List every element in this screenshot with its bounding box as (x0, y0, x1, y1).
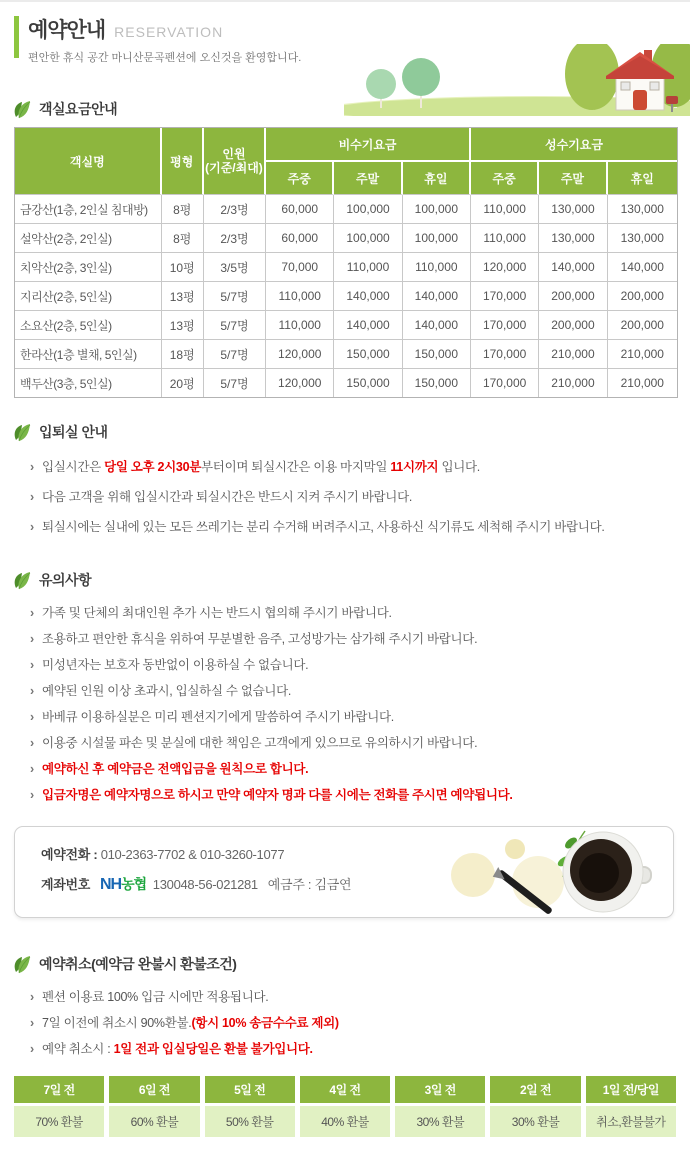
bullet-arrow-icon: › (30, 736, 34, 750)
group-offseason-header: 비수기요금 (266, 128, 471, 162)
price: 110,000 (471, 195, 539, 224)
refund-value-cell: 60% 환불 (109, 1106, 199, 1137)
top-divider (0, 0, 690, 2)
price: 100,000 (334, 195, 402, 224)
checkinout-item3-text: 퇴실시에는 실내에 있는 모든 쓰레기는 분리 수거해 버려주시고, 사용하신 식기류도 세척해 주시기 바랍니다. (42, 520, 605, 534)
refund-value-cell: 취소,환불불가 (586, 1106, 676, 1137)
price: 140,000 (403, 311, 471, 340)
room-name: 지리산(2층, 5인실) (15, 282, 162, 311)
notes-item-text: 조용하고 편안한 휴식을 위하여 무분별한 음주, 고성방가는 삼가해 주시기 바랍니다. (42, 632, 478, 646)
page-header (14, 14, 690, 65)
sub-weekend-peak: 주말 (539, 162, 607, 195)
refund-value-cell: 30% 환불 (490, 1106, 580, 1137)
bullet-arrow-icon: › (30, 710, 34, 724)
title-accent-bar (14, 16, 19, 58)
price: 100,000 (334, 224, 402, 253)
price: 110,000 (334, 253, 402, 282)
notes-red-item-text: 예약하신 후 예약금은 전액입금을 원칙으로 합니다. (42, 762, 309, 776)
price: 140,000 (608, 253, 677, 282)
table-row (15, 311, 677, 340)
room-capacity: 2/3명 (204, 224, 266, 253)
leaf-icon (12, 570, 34, 590)
table-row (15, 224, 677, 253)
bullet-arrow-icon: › (30, 632, 34, 646)
cancel-item3-text: 예약 취소시 : (42, 1042, 114, 1056)
checkinout-item2-text: 다음 고객을 위해 입실시간과 퇴실시간은 반드시 지켜 주시기 바랍니다. (42, 490, 413, 504)
col-capacity-line2: (기준/최대) (205, 161, 263, 175)
checkinout-item1-text3: 입니다. (438, 460, 480, 474)
bullet-arrow-icon: › (30, 788, 34, 802)
bullet-arrow-icon: › (30, 1042, 34, 1056)
price: 140,000 (334, 311, 402, 340)
bullet-arrow-icon: › (30, 520, 34, 534)
room-name: 백두산(3층, 5인실) (15, 369, 162, 397)
list-item (30, 782, 690, 808)
price: 110,000 (266, 311, 334, 340)
section-cancel-title (12, 954, 690, 974)
price: 210,000 (608, 340, 677, 369)
refund-header-cell: 3일 전 (395, 1076, 485, 1103)
room-name: 설악산(2층, 2인실) (15, 224, 162, 253)
list-item (30, 600, 690, 626)
room-name: 치악산(2층, 3인실) (15, 253, 162, 282)
refund-value-cell: 50% 환불 (205, 1106, 295, 1137)
price: 140,000 (403, 282, 471, 311)
room-size: 10평 (162, 253, 204, 282)
rates-table (15, 128, 677, 397)
price: 150,000 (403, 340, 471, 369)
price: 130,000 (608, 224, 677, 253)
room-name: 금강산(1층, 2인실 침대방) (15, 195, 162, 224)
col-room-header: 객실명 (15, 128, 162, 195)
bullet-arrow-icon: › (30, 606, 34, 620)
room-size: 8평 (162, 224, 204, 253)
price: 110,000 (403, 253, 471, 282)
leaf-icon (12, 99, 34, 119)
refund-header-cell: 7일 전 (14, 1076, 104, 1103)
checkinout-item1-text2: 부터이며 퇴실시간은 이용 마지막일 (201, 460, 391, 474)
sub-weekend-off: 주말 (334, 162, 402, 195)
refund-value-cell: 40% 환불 (300, 1106, 390, 1137)
nh-bank-logo: NH (99, 876, 122, 893)
price: 110,000 (471, 224, 539, 253)
cancel-item2-red: (항시 10% 송금수수료 제외) (191, 1016, 339, 1030)
room-capacity: 5/7명 (204, 311, 266, 340)
list-item (30, 1036, 690, 1062)
section-rates-label: 객실요금안내 (39, 101, 118, 117)
phone-value: 010-2363-7702 & 010-3260-1077 (100, 847, 285, 862)
notes-item-text: 예약된 인원 이상 초과시, 입실하실 수 없습니다. (42, 684, 292, 698)
price: 60,000 (266, 224, 334, 253)
bullet-arrow-icon: › (30, 684, 34, 698)
refund-value-cell: 70% 환불 (14, 1106, 104, 1137)
phone-label: 예약전화 : (41, 847, 101, 862)
col-size-header: 평형 (162, 128, 204, 195)
refund-header-cell: 5일 전 (205, 1076, 295, 1103)
nh-bank-name: 농협 (121, 876, 147, 892)
room-size: 13평 (162, 282, 204, 311)
account-holder: 예금주 : 김금연 (267, 877, 352, 892)
table-row (15, 253, 677, 282)
section-checkinout-title (12, 422, 690, 442)
leaf-icon (12, 954, 34, 974)
section-cancel-label: 예약취소(예약금 완불시 환불조건) (39, 956, 237, 972)
group-peak-header: 성수기요금 (471, 128, 677, 162)
sub-weekday-off: 주중 (266, 162, 334, 195)
price: 150,000 (403, 369, 471, 397)
list-item (30, 704, 690, 730)
bullet-arrow-icon: › (30, 490, 34, 504)
cancel-list (30, 984, 690, 1062)
price: 140,000 (539, 253, 607, 282)
section-notes-label: 유의사항 (39, 572, 92, 588)
bullet-arrow-icon: › (30, 460, 34, 474)
coffee-cup (563, 832, 651, 912)
list-item (30, 730, 690, 756)
room-size: 18평 (162, 340, 204, 369)
notes-item-text: 이용중 시설물 파손 및 분실에 대한 책임은 고객에게 있으므로 유의하시기 바랍니다. (42, 736, 478, 750)
price: 120,000 (266, 340, 334, 369)
room-size: 13평 (162, 311, 204, 340)
bullet-arrow-icon: › (30, 990, 34, 1004)
bullet-arrow-icon: › (30, 658, 34, 672)
account-row (41, 874, 351, 894)
room-capacity: 5/7명 (204, 282, 266, 311)
list-item (30, 678, 690, 704)
room-name: 소요산(2층, 5인실) (15, 311, 162, 340)
price: 170,000 (471, 311, 539, 340)
room-name: 한라산(1층 별채, 5인실) (15, 340, 162, 369)
price: 100,000 (403, 224, 471, 253)
table-row (15, 369, 677, 397)
list-item (30, 452, 690, 482)
sub-holiday-peak: 휴일 (608, 162, 677, 195)
sub-holiday-off: 휴일 (403, 162, 471, 195)
cancel-item3-red: 1일 전과 입실당일은 환불 불가입니다. (113, 1042, 313, 1056)
price: 100,000 (403, 195, 471, 224)
refund-header-cell: 2일 전 (490, 1076, 580, 1103)
price: 150,000 (334, 369, 402, 397)
price: 130,000 (539, 224, 607, 253)
price: 150,000 (334, 340, 402, 369)
price: 200,000 (539, 282, 607, 311)
price: 110,000 (266, 282, 334, 311)
page-title-en: RESERVATION (114, 24, 224, 40)
reservation-contact-box (14, 826, 674, 918)
checkinout-item1-red2: 11시까지 (390, 460, 439, 474)
price: 120,000 (471, 253, 539, 282)
notes-item-text: 바베큐 이용하실분은 미리 펜션지기에게 말씀하여 주시기 바랍니다. (42, 710, 394, 724)
checkinout-item1-red1: 당일 오후 2시30분 (104, 460, 202, 474)
price: 200,000 (539, 311, 607, 340)
price: 140,000 (334, 282, 402, 311)
notes-item-text: 가족 및 단체의 최대인원 추가 시는 반드시 협의해 주시기 바랍니다. (42, 606, 392, 620)
col-capacity-header (204, 128, 266, 195)
table-row (15, 340, 677, 369)
list-item (30, 984, 690, 1010)
list-item (30, 652, 690, 678)
section-notes-title (12, 570, 690, 590)
page-subtitle: 편안한 휴식 공간 마니산문곡펜션에 오신것을 환영합니다. (28, 52, 302, 64)
notes-list (30, 600, 690, 808)
notes-red-item-text: 입금자명은 예약자명으로 하시고 만약 예약자 명과 다를 시에는 전화를 주시면 예약됩니다. (42, 788, 513, 802)
price: 70,000 (266, 253, 334, 282)
list-item (30, 482, 690, 512)
room-capacity: 2/3명 (204, 195, 266, 224)
price: 170,000 (471, 369, 539, 397)
col-capacity-line1: 인원 (222, 147, 246, 161)
sub-weekday-peak: 주중 (471, 162, 539, 195)
account-label: 계좌번호 (41, 877, 91, 892)
price: 130,000 (539, 195, 607, 224)
checkinout-item1-text: 입실시간은 (42, 460, 105, 474)
refund-header-cell: 1일 전/당일 (586, 1076, 676, 1103)
price: 170,000 (471, 340, 539, 369)
phone-row (41, 844, 351, 863)
coffee-cup-illustration (443, 827, 663, 915)
table-row (15, 195, 677, 224)
price: 210,000 (539, 369, 607, 397)
room-capacity: 3/5명 (204, 253, 266, 282)
bullet-arrow-icon: › (30, 1016, 34, 1030)
room-capacity: 5/7명 (204, 340, 266, 369)
price: 120,000 (266, 369, 334, 397)
section-rates-title (12, 99, 690, 119)
price: 130,000 (608, 195, 677, 224)
refund-value-cell: 30% 환불 (395, 1106, 485, 1137)
section-checkinout-label: 입퇴실 안내 (39, 424, 108, 440)
checkinout-list (30, 452, 690, 542)
bullet-arrow-icon: › (30, 762, 34, 776)
refund-header-cell: 6일 전 (109, 1076, 199, 1103)
cancel-item2-text: 7일 이전에 취소시 90%환불. (42, 1016, 192, 1030)
room-size: 20평 (162, 369, 204, 397)
list-item (30, 626, 690, 652)
price: 60,000 (266, 195, 334, 224)
room-capacity: 5/7명 (204, 369, 266, 397)
cancel-item1-text: 펜션 이용료 100% 입금 시에만 적용됩니다. (42, 990, 269, 1004)
price: 210,000 (608, 369, 677, 397)
room-size: 8평 (162, 195, 204, 224)
list-item (30, 512, 690, 542)
notes-item-text: 미성년자는 보호자 동반없이 이용하실 수 없습니다. (42, 658, 309, 672)
account-number: 130048-56-021281 (152, 877, 258, 892)
price: 210,000 (539, 340, 607, 369)
page-title: 예약안내 (28, 19, 106, 42)
list-item (30, 1010, 690, 1036)
price: 170,000 (471, 282, 539, 311)
leaf-icon (12, 422, 34, 442)
price: 200,000 (608, 282, 677, 311)
price: 200,000 (608, 311, 677, 340)
table-row (15, 282, 677, 311)
refund-header-cell: 4일 전 (300, 1076, 390, 1103)
refund-table (14, 1076, 676, 1137)
list-item (30, 756, 690, 782)
rates-table-wrap (14, 127, 678, 398)
